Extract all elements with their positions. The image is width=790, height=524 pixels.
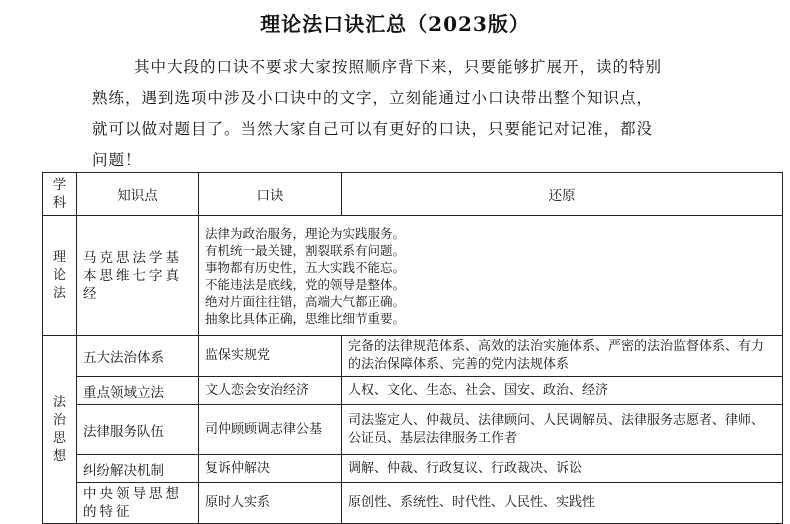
restore-cell: 调解、仲裁、行政复议、行政裁决、诉讼 bbox=[342, 455, 783, 483]
intro-line: 问题！ bbox=[92, 151, 142, 169]
topic-cell: 马克思法学基本思维七字真经 bbox=[77, 216, 199, 336]
topic-cell: 纠纷解决机制 bbox=[77, 455, 199, 483]
table-row bbox=[43, 336, 783, 377]
table-row bbox=[43, 377, 783, 405]
intro-line: 熟练，遇到选项中涉及小口诀中的文字，立刻能通过小口诀带出整个知识点， bbox=[92, 89, 654, 107]
header-restore: 还原 bbox=[342, 173, 783, 216]
mnemonic-line: 抽象比具体正确，思维比细节重要。 bbox=[205, 310, 406, 326]
header-mnemonic: 口诀 bbox=[199, 173, 342, 216]
mnemonic-line: 不能违法是底线，党的领导是整体。 bbox=[205, 276, 406, 292]
mnemonic-lines-cell bbox=[199, 216, 783, 336]
intro-paragraph bbox=[92, 52, 732, 176]
mnemonic-cell: 复诉仲解决 bbox=[199, 455, 342, 483]
mnemonic-line: 绝对片面往往错，高端大气都正确。 bbox=[205, 293, 406, 309]
restore-cell: 完备的法律规范体系、高效的法治实施体系、严密的法治监督体系、有力的法治保障体系、完善的党内法规体系 bbox=[342, 336, 783, 377]
mnemonic-table bbox=[42, 172, 783, 524]
table-row bbox=[43, 455, 783, 483]
restore-cell: 司法鉴定人、仲裁员、法律顾问、人民调解员、法律服务志愿者、律师、公证员、基层法律服务工作者 bbox=[342, 405, 783, 455]
document-title: 理论法口诀汇总（2023版） bbox=[260, 12, 530, 36]
table-row bbox=[43, 216, 783, 336]
intro-line: 其中大段的口诀不要求大家按照顺序背下来，只要能够扩展开，读的特别 bbox=[134, 58, 663, 76]
restore-cell: 人权、文化、生态、社会、国安、政治、经济 bbox=[342, 377, 783, 405]
table-row bbox=[43, 405, 783, 455]
table-header-row bbox=[43, 173, 783, 216]
mnemonic-cell: 司仲顾顾调志律公基 bbox=[199, 405, 342, 455]
header-subject: 学 科 bbox=[43, 173, 77, 216]
mnemonic-line: 法律为政治服务，理论为实践服务。 bbox=[205, 225, 406, 241]
topic-cell: 中央领导思想的特征 bbox=[77, 483, 199, 524]
table-row bbox=[43, 483, 783, 524]
subject-cell-rule-of-law: 法 治 思 想 bbox=[43, 336, 77, 524]
topic-cell: 法律服务队伍 bbox=[77, 405, 199, 455]
topic-cell: 五大法治体系 bbox=[77, 336, 199, 377]
mnemonic-cell: 文人恋会安治经济 bbox=[199, 377, 342, 405]
restore-cell: 原创性、系统性、时代性、人民性、实践性 bbox=[342, 483, 783, 524]
mnemonic-cell: 原时人实系 bbox=[199, 483, 342, 524]
header-topic: 知识点 bbox=[77, 173, 199, 216]
mnemonic-line: 事物都有历史性，五大实践不能忘。 bbox=[205, 259, 406, 275]
topic-cell: 重点领域立法 bbox=[77, 377, 199, 405]
intro-line: 就可以做对题目了。当然大家自己可以有更好的口诀，只要能记对记准，都没 bbox=[92, 120, 654, 138]
mnemonic-line: 有机统一最关键，割裂联系有问题。 bbox=[205, 242, 406, 258]
subject-cell-theory: 理 论 法 bbox=[43, 216, 77, 336]
mnemonic-cell: 监保实规党 bbox=[199, 336, 342, 377]
